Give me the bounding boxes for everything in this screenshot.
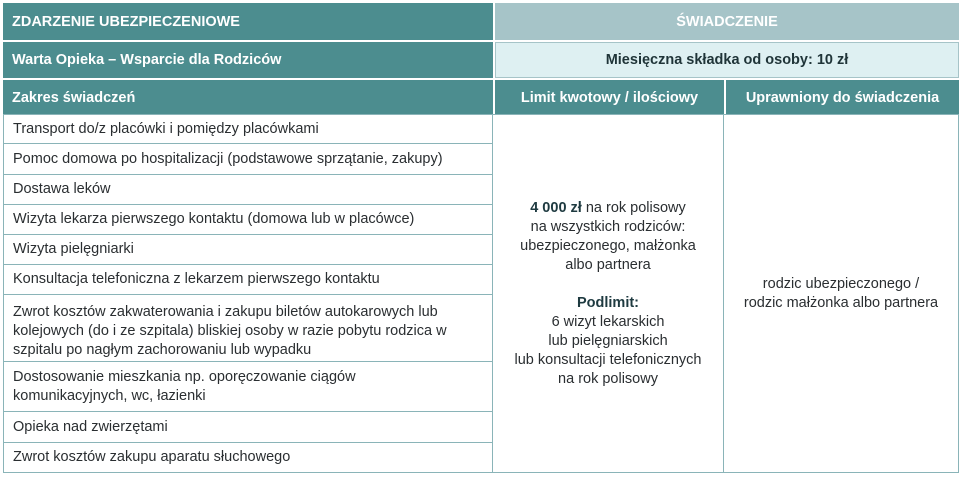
item-label: Konsultacja telefoniczna z lekarzem pierwszego kontaktu xyxy=(13,271,380,287)
sublimit-line-3: lub konsultacji telefonicznych xyxy=(514,351,702,368)
scope-header-label: Zakres świadczeń xyxy=(12,90,136,106)
product-name: Warta Opieka – Wsparcie dla Rodziców xyxy=(12,52,282,68)
list-item xyxy=(3,143,493,175)
item-label: Pomoc domowa po hospitalizacji (podstawowe sprzątanie, zakupy) xyxy=(13,150,443,167)
event-header xyxy=(3,3,493,40)
limit-amount: 4 000 zł xyxy=(530,199,582,216)
eligible-line-2: rodzic małżonka albo partnera xyxy=(743,294,939,311)
list-item xyxy=(3,294,493,362)
limit-line-4: albo partnera xyxy=(565,256,651,273)
premium-text: Miesięczna składka od osoby: 10 zł xyxy=(605,52,849,68)
premium-cell xyxy=(495,42,959,78)
scope-header xyxy=(3,80,493,116)
list-item xyxy=(3,114,493,144)
benefit-header xyxy=(495,3,959,40)
item-label: Opieka nad zwierzętami xyxy=(13,418,168,435)
eligible-header xyxy=(726,80,959,116)
sublimit-label: Podlimit: xyxy=(576,294,640,311)
item-label: Wizyta lekarza pierwszego kontaktu (domowa lub w placówce) xyxy=(13,211,415,227)
limit-amount-line xyxy=(530,199,686,218)
list-item xyxy=(3,411,493,443)
limit-header xyxy=(495,80,724,116)
event-header-label: ZDARZENIE UBEZPIECZENIOWE xyxy=(12,13,240,30)
limit-line-2: na wszystkich rodziców: xyxy=(530,218,686,235)
limit-line-3: ubezpieczonego, małżonka xyxy=(520,237,696,254)
list-item xyxy=(3,234,493,265)
limit-amount-suffix: na rok polisowy xyxy=(581,199,686,216)
list-item xyxy=(3,204,493,235)
sublimit-line-2: lub pielęgniarskich xyxy=(548,332,668,349)
limit-cell xyxy=(492,114,724,473)
product-name-cell xyxy=(3,42,493,78)
eligible-header-label: Uprawniony do świadczenia xyxy=(745,90,940,106)
list-item xyxy=(3,361,493,412)
item-label: Zwrot kosztów zakwaterowania i zakupu biletów autokarowych lub kolejowych (do i ze szpitala) bliskiej osoby w razie pobytu rodzica w szpitalu po nagłym zachorowaniu lub wypadku xyxy=(13,304,447,358)
item-label: Wizyta pielęgniarki xyxy=(13,241,134,257)
item-label: Zwrot kosztów zakupu aparatu słuchowego xyxy=(13,449,291,465)
item-label: Dostawa leków xyxy=(13,181,111,197)
eligible-line-1: rodzic ubezpieczonego / xyxy=(762,275,920,292)
item-label: Dostosowanie mieszkania np. oporęczowanie ciągów komunikacyjnych, wc, łazienki xyxy=(13,368,356,404)
item-label: Transport do/z placówki i pomiędzy placówkami xyxy=(13,120,319,137)
list-item xyxy=(3,174,493,205)
list-item xyxy=(3,442,493,473)
limit-header-label: Limit kwotowy / ilościowy xyxy=(520,90,699,106)
sublimit-line-4: na rok polisowy xyxy=(558,370,658,387)
eligible-cell xyxy=(723,114,959,473)
benefit-header-label: ŚWIADCZENIE xyxy=(676,13,778,30)
sublimit-line-1: 6 wizyt lekarskich xyxy=(551,313,665,330)
list-item xyxy=(3,264,493,295)
